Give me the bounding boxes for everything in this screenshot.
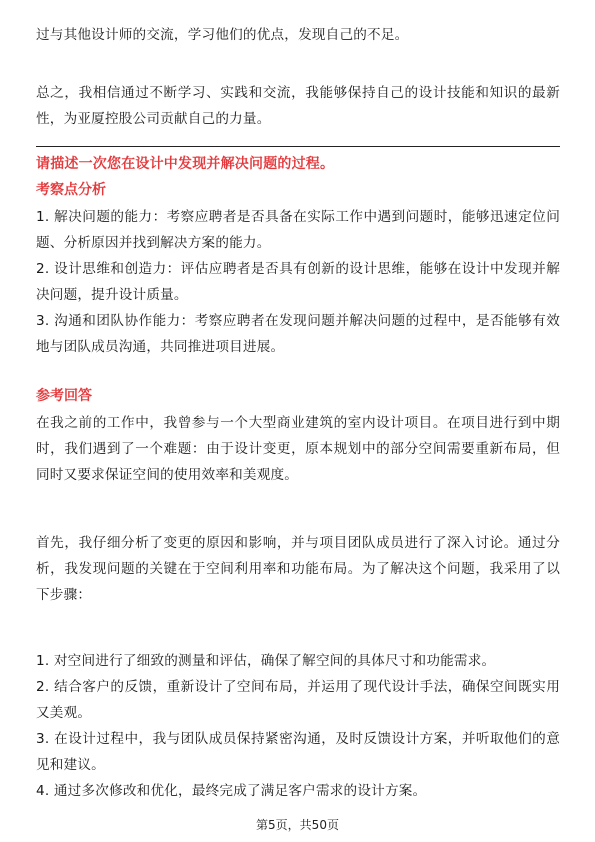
answer-section xyxy=(36,384,560,488)
answer-paragraph: 首先，我仔细分析了变更的原因和影响，并与项目团队成员进行了深入讨论。通过分析，我发现问题的关键在于空间利用率和功能布局。为了解决这个问题，我采用了以下步骤： xyxy=(36,535,560,603)
page-footer xyxy=(0,816,595,833)
intro-line: 过与其他设计师的交流，学习他们的优点，发现自己的不足。 xyxy=(36,27,409,43)
summary-paragraph: 总之，我相信通过不断学习、实践和交流，我能够保持自己的设计技能和知识的最新性，为亚厦控股公司贡献自己的力量。 xyxy=(36,85,560,127)
question-title: 请描述一次您在设计中发现并解决问题的过程。 xyxy=(36,156,335,172)
step-item: 2. 结合客户的反馈，重新设计了空间布局，并运用了现代设计手法，确保空间既实用又美观。 xyxy=(36,679,560,721)
step-item: 3. 在设计过程中，我与团队成员保持紧密沟通，及时反馈设计方案，并听取他们的意见和建议。 xyxy=(36,731,560,773)
analysis-section xyxy=(36,178,560,360)
analysis-heading: 考察点分析 xyxy=(36,182,106,198)
question-section xyxy=(36,152,560,176)
step-item: 4. 通过多次修改和优化，最终完成了满足客户需求的设计方案。 xyxy=(36,783,427,799)
answer-paragraph: 在我之前的工作中，我曾参与一个大型商业建筑的室内设计项目。在项目进行到中期时，我们遇到了一个难题：由于设计变更，原本规划中的部分空间需要重新布局，但同时又要求保证空间的使用效率和美观度。 xyxy=(36,415,560,483)
answer-heading: 参考回答 xyxy=(36,388,92,404)
step-item: 1. 对空间进行了细致的测量和评估，确保了解空间的具体尺寸和功能需求。 xyxy=(36,653,496,669)
intro-section xyxy=(36,22,560,48)
section-divider xyxy=(36,146,560,147)
answer-steps xyxy=(36,648,560,804)
answer-analysis xyxy=(36,530,560,608)
analysis-item: 3. 沟通和团队协作能力：考察应聘者在发现问题并解决问题的过程中，是否能够有效地与团队成员沟通，共同推进项目进展。 xyxy=(36,313,560,355)
page-number: 第5页，共50页 xyxy=(256,818,339,832)
analysis-item: 2. 设计思维和创造力：评估应聘者是否具有创新的设计思维，能够在设计中发现并解决问题，提升设计质量。 xyxy=(36,261,560,303)
summary-section xyxy=(36,80,560,132)
analysis-item: 1. 解决问题的能力：考察应聘者是否具备在实际工作中遇到问题时，能够迅速定位问题、分析原因并找到解决方案的能力。 xyxy=(36,209,560,251)
